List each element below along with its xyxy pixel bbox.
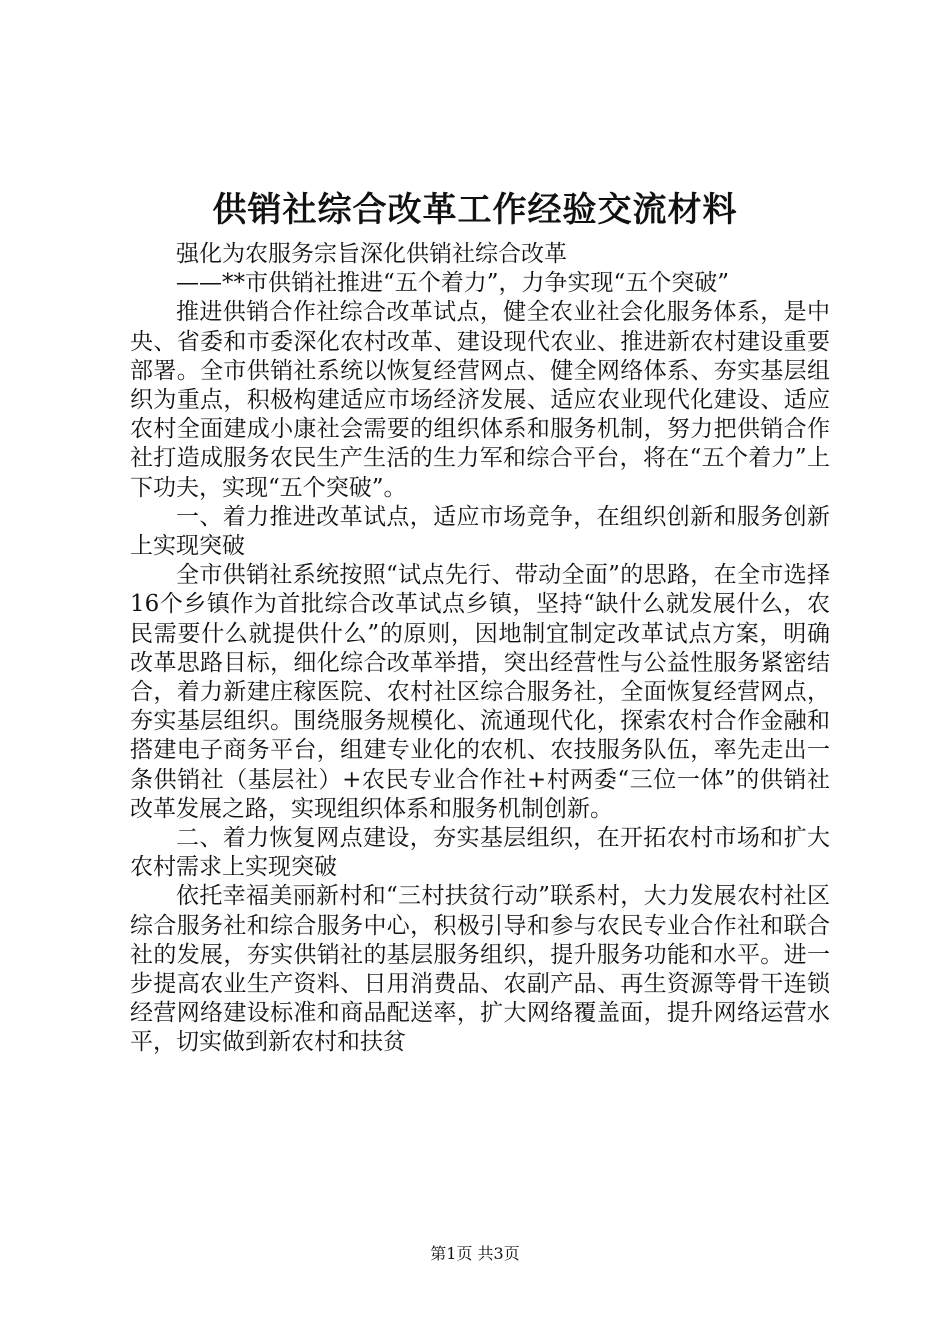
page-number-footer: 第1页 共3页 bbox=[430, 1244, 520, 1263]
document-title: 供销社综合改革工作经验交流材料 bbox=[212, 190, 738, 230]
section-paragraph-1: 全市供销社系统按照“试点先行、带动全面”的思路，在全市选择16个乡镇作为首批综合改革试点乡镇，坚持“缺什么就发展什么，农民需要什么就提供什么”的原则，因地制宜制定改革试点方案，明确改革思路目标，细化综合改革举措，突出经营性与公益性服务紧密结合，着力新建庄稼医院、农村社区综合服务社，全面恢复经营网点，夯实基层组织。围绕服务规模化、流通现代化，探索农村合作金融和搭建电子商务平台，组建专业化的农机、农技服务队伍，率先走出一条供销社（基层社）+农民专业合作社+村两委“三位一体”的供销社改革发展之路，实现组织体系和服务机制创新。 bbox=[130, 562, 830, 822]
subtitle-subline: ——**市供销社推进“五个着力”，力争实现“五个突破” bbox=[176, 270, 730, 297]
document-body bbox=[130, 240, 830, 1058]
section-paragraph-2: 依托幸福美丽新村和“三村扶贫行动”联系村，大力发展农村社区综合服务社和综合服务中心，积极引导和参与农民专业合作社和联合社的发展，夯实供销社的基层服务组织，提升服务功能和水平。进一步提高农业生产资料、日用消费品、农副产品、再生资源等骨干连锁经营网络建设标准和商品配送率，扩大网络覆盖面，提升网络运营水平，切实做到新农村和扶贫 bbox=[130, 883, 830, 1056]
section-heading-2: 二、着力恢复网点建设，夯实基层组织，在开拓农村市场和扩大农村需求上实现突破 bbox=[130, 825, 830, 881]
subtitle-line: 强化为农服务宗旨深化供销社综合改革 bbox=[176, 241, 567, 267]
section-heading-1: 一、着力推进改革试点，适应市场竞争，在组织创新和服务创新上实现突破 bbox=[130, 503, 830, 560]
intro-paragraph: 推进供销合作社综合改革试点，健全农业社会化服务体系，是中央、省委和市委深化农村改革、建设现代农业、推进新农村建设重要部署。全市供销社系统以恢复经营网点、健全网络体系、夯实基层组织为重点，积极构建适应市场经济发展、适应农业现代化建设、适应农村全面建成小康社会需要的组织体系和服务机制，努力把供销合作社打造成服务农民生产生活的生力军和综合平台，将在“五个着力”上下功夫，实现“五个突破”。 bbox=[130, 299, 830, 501]
